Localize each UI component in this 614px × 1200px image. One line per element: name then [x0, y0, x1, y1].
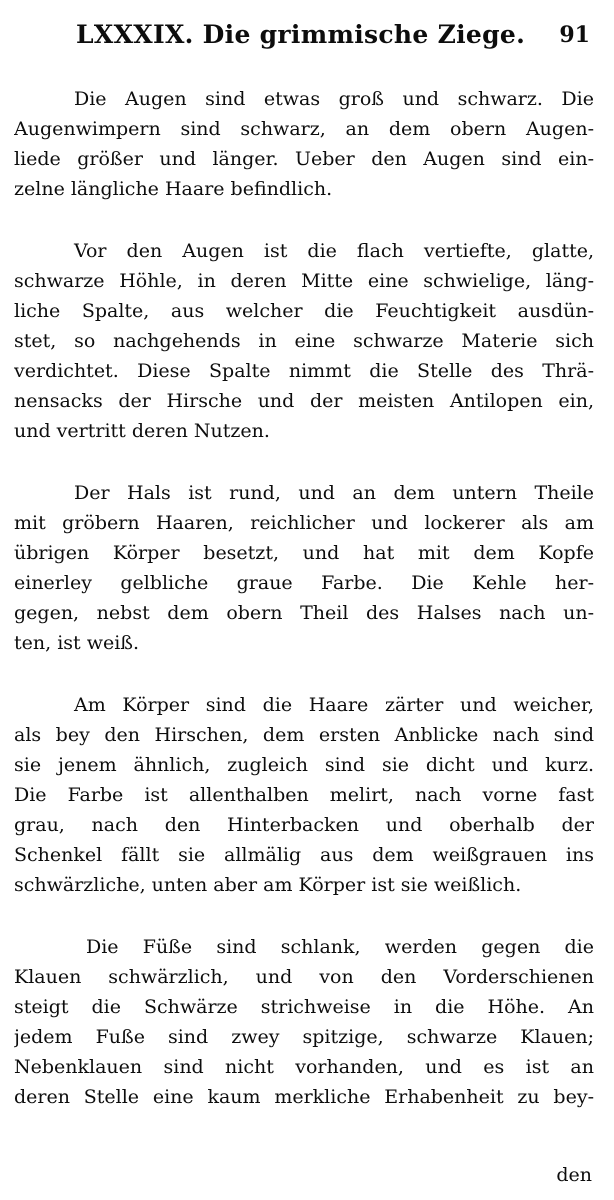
- text-line: Die Füße sind schlank, werden gegen die: [86, 936, 594, 958]
- text-line: Am Körper sind die Haare zärter und weicher,: [74, 694, 594, 716]
- text-line: und vertritt deren Nutzen.: [14, 420, 270, 442]
- text-line: grau, nach den Hinterbacken und oberhalb der: [14, 814, 594, 836]
- text-line: Schenkel fällt sie allmälig aus dem weißgrauen ins: [14, 844, 594, 866]
- text-line: als bey den Hirschen, dem ersten Anblicke nach sind: [14, 724, 594, 746]
- text-line: schwärzliche, unten aber am Körper ist sie weißlich.: [14, 874, 522, 896]
- text-line: gegen, nebst dem obern Theil des Halses nach un-: [14, 602, 594, 624]
- text-line: deren Stelle eine kaum merkliche Erhabenheit zu bey-: [14, 1086, 594, 1108]
- text-line: jedem Fuße sind zwey spitzige, schwarze Klauen;: [14, 1026, 594, 1048]
- text-line: mit gröbern Haaren, reichlicher und lockerer als am: [14, 512, 594, 534]
- paragraph-body-hair: [14, 690, 594, 900]
- text-line: Der Hals ist rund, und an dem untern Theile: [74, 482, 594, 504]
- text-line: nensacks der Hirsche und der meisten Antilopen ein,: [14, 390, 594, 412]
- text-line: Vor den Augen ist die flach vertiefte, glatte,: [74, 240, 594, 262]
- text-line: Die Farbe ist allenthalben melirt, nach vorne fast: [14, 784, 594, 806]
- text-line: einerley gelbliche graue Farbe. Die Kehle her-: [14, 572, 594, 594]
- paragraph-neck: [14, 478, 594, 658]
- page-body: [14, 84, 594, 1112]
- text-line: zelne längliche Haare befindlich.: [14, 178, 333, 200]
- text-line: liede größer und länger. Ueber den Augen sind ein-: [14, 148, 594, 170]
- text-line: ten, ist weiß.: [14, 632, 140, 654]
- chapter-title: LXXXIX. Die grimmische Ziege.: [76, 20, 526, 49]
- text-line: übrigen Körper besetzt, und hat mit dem Kopfe: [14, 542, 594, 564]
- text-line: stet, so nachgehends in eine schwarze Materie sich: [14, 330, 594, 352]
- text-line: Augenwimpern sind schwarz, an dem obern Augen-: [14, 118, 594, 140]
- text-line: Klauen schwärzlich, und von den Vorderschienen: [14, 966, 594, 988]
- catchword: den: [556, 1164, 592, 1186]
- paragraph-gap: [14, 204, 594, 236]
- text-line: sie jenem ähnlich, zugleich sind sie dicht und kurz.: [14, 754, 594, 776]
- paragraph-tear-gland: [14, 236, 594, 446]
- paragraph-feet: [14, 932, 594, 1112]
- paragraph-gap: [14, 446, 594, 478]
- text-line: steigt die Schwärze strichweise in die Höhe. An: [14, 996, 594, 1018]
- running-head: [76, 20, 596, 60]
- text-line: Die Augen sind etwas groß und schwarz. Die: [74, 88, 594, 110]
- text-line: liche Spalte, aus welcher die Feuchtigkeit ausdün-: [14, 300, 594, 322]
- paragraph-gap: [14, 900, 594, 932]
- paragraph-eyes: [14, 84, 594, 204]
- text-line: verdichtet. Diese Spalte nimmt die Stelle des Thrä-: [14, 360, 594, 382]
- paragraph-gap: [14, 658, 594, 690]
- page-number: 91: [559, 22, 590, 48]
- text-line: schwarze Höhle, in deren Mitte eine schwielige, läng-: [14, 270, 594, 292]
- text-line: Nebenklauen sind nicht vorhanden, und es ist an: [14, 1056, 594, 1078]
